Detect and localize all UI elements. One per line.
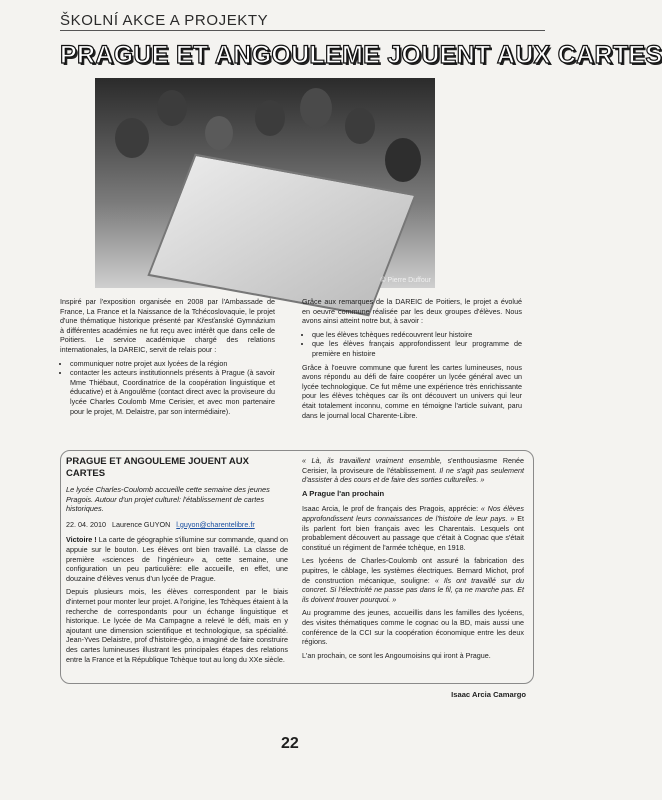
article-headline: PRAGUE ET ANGOULEME JOUENT AUX CARTES bbox=[60, 41, 662, 69]
box-paragraph: Au programme des jeunes, accueillis dans les familles des lycéens, des visites thématiques comme le cognac ou la BD, mais aussi une conférence de la CCI sur la coopération économique entre les deux régions. bbox=[302, 608, 524, 647]
intro-bullet: • que les élèves français approfondissent leur programme de première en histoire bbox=[312, 339, 522, 358]
quote-text: « Nos élèves approfondissent leurs connaissances de l'histoire de leur pays. » bbox=[302, 504, 524, 523]
box-paragraph: Depuis plusieurs mois, les élèves correspondent par le biais d'internet pour monter leur projet. A l'origine, les Tchèques étaient à la recherche de correspondants pour un échange linguistique et historique. Le lycée de Ma Campagne a relevé le défi, mais en y ajoutant une dimension scientifique et technologique, sa spécialité. Jean-Yves Delaistre, prof d'histoire-géo, a imaginé de faire construire des cartes lumineuses illustrant les principales étapes des relations entre la France et la République Tchèque tout au long du XXe siècle. bbox=[66, 587, 288, 664]
intro-column-right bbox=[302, 297, 522, 424]
student-figure bbox=[205, 116, 233, 150]
intro-paragraph: Inspiré par l'exposition organisée en 2008 par l'Ambassade de France, La France et la Naissance de la Tchécoslovaquie, le projet d'une thématique historique présenté par Křesťanské Gymnázium à différentes académies ne fut reçu avec intérêt que dans celle de Poitiers. Le service académique chargé des relations internationales, la DAREIC, servit de relais pour : bbox=[60, 297, 275, 354]
page-number: 22 bbox=[281, 735, 299, 752]
map-table bbox=[147, 154, 416, 317]
byline bbox=[66, 520, 288, 530]
student-figure bbox=[115, 118, 149, 158]
student-figure bbox=[300, 88, 332, 128]
box-paragraph: L'an prochain, ce sont les Angoumoisins qui iront à Prague. bbox=[302, 650, 491, 660]
box-paragraph bbox=[302, 556, 524, 604]
box-column-left bbox=[66, 456, 288, 668]
quote-text: « Là, ils travaillent vraiment ensemble, bbox=[302, 456, 443, 465]
section-heading: ŠKOLNÍ AKCE A PROJEKTY bbox=[60, 12, 269, 29]
author-name: Laurence GUYON bbox=[111, 519, 171, 529]
intro-paragraph: Grâce aux remarques de la DAREIC de Poitiers, le projet a évolué en oeuvre commune réalisée par les deux groupes d'élèves. Nous avons ainsi atteint notre but, à savoir : bbox=[302, 297, 522, 326]
box-paragraph-text: Les lycéens de Charles-Coulomb ont assuré la fabrication des pupitres, le câblage, les systèmes électriques. Bernard Michot, prof de construction mécanique, souligne: bbox=[302, 556, 524, 585]
quote-text: Il ne s'agit pas seulement d'assister à des cours et de faire des sorties culturelles. » bbox=[302, 465, 524, 485]
photo-credit: © Pierre Duffour bbox=[380, 277, 431, 284]
box-subheading: A Prague l'an prochain bbox=[302, 488, 385, 498]
box-paragraph bbox=[302, 456, 524, 485]
intro-bullet: • que les élèves tchèques redécouvrent leur histoire bbox=[312, 330, 522, 340]
author-signature: Isaac Arcia Camargo bbox=[451, 690, 526, 699]
quote-text: « Ils ont travaillé sur du concret. Si l'électricité ne passe pas dans le fil, ça ne marche pas. Et ils doivent trouver pourquoi. » bbox=[302, 575, 524, 604]
box-lead: Le lycée Charles-Coulomb accueille cette semaine des jeunes Pragois. Autour d'un projet culturel: l'établissement de cartes historiques. bbox=[66, 485, 270, 514]
intro-column-left bbox=[60, 297, 275, 420]
box-paragraph-text: Isaac Arcia, le prof de français des Pragois, apprécie: bbox=[302, 504, 481, 514]
box-paragraph-strong: Victoire ! bbox=[66, 535, 97, 545]
box-title: PRAGUE ET ANGOULEME JOUENT AUX CARTES bbox=[66, 456, 249, 479]
box-paragraph-text: Et ils parlent fort bien français avec les Charentais. Lesquels ont probablement découvert au passage que c'était à Cognac que s'était constitué un régiment de l'armée tchèque, en 1918. bbox=[302, 513, 524, 552]
article-date: 22. 04. 2010 bbox=[66, 519, 106, 529]
student-figure bbox=[385, 138, 421, 182]
intro-bullet-list bbox=[60, 359, 275, 417]
quote-attribution: s'enthousiasme Renée Cerisier, la proviseure de l'établissement. bbox=[302, 456, 525, 475]
box-paragraph bbox=[66, 535, 288, 583]
student-figure bbox=[345, 108, 375, 144]
box-paragraph-text: La carte de géographie s'illumine sur commande, quand on appuie sur le bouton. Les élèves ont bien travaillé. La classe de première «sciences de l'ingénieur» a, cette semaine, une configuration un peu particulière: elle accueille, en effet, une douzaine d'élèves venus d'un lycée de Prague. bbox=[66, 535, 288, 583]
intro-bullet: • communiquer notre projet aux lycées de la région bbox=[70, 359, 275, 369]
student-figure bbox=[157, 90, 187, 126]
student-figure bbox=[255, 100, 285, 136]
intro-paragraph: Grâce à l'oeuvre commune que furent les cartes lumineuses, nous avons répondu au défi de faire coopérer un lycée général avec un lycée technologique. Ce fut même une expérience très enrichissante pour les élèves tchèques car ils ont découvert un univers qui leur était totalement inconnu, comme en témoigne l'article suivant, paru dans le journal local Charente-Libre. bbox=[302, 362, 522, 420]
intro-bullet: • contacter les acteurs institutionnels présents à Prague (à savoir Mme Thiébaut, Coordinatrice de la coopération linguistique et éducative) et à Angoulême (contact direct avec la proviseure du lycée Charles Coulomb Mme Cerisier, et avec mon partenaire pour le projet, M. Delaistre, par son intermédiaire). bbox=[70, 368, 275, 416]
box-paragraph bbox=[302, 504, 524, 552]
article-photo bbox=[95, 78, 435, 288]
section-rule bbox=[60, 30, 545, 31]
box-column-right bbox=[302, 456, 524, 664]
author-email-link[interactable]: l.guyon@charentelibre.fr bbox=[176, 519, 255, 529]
intro-bullet-list bbox=[302, 330, 522, 359]
